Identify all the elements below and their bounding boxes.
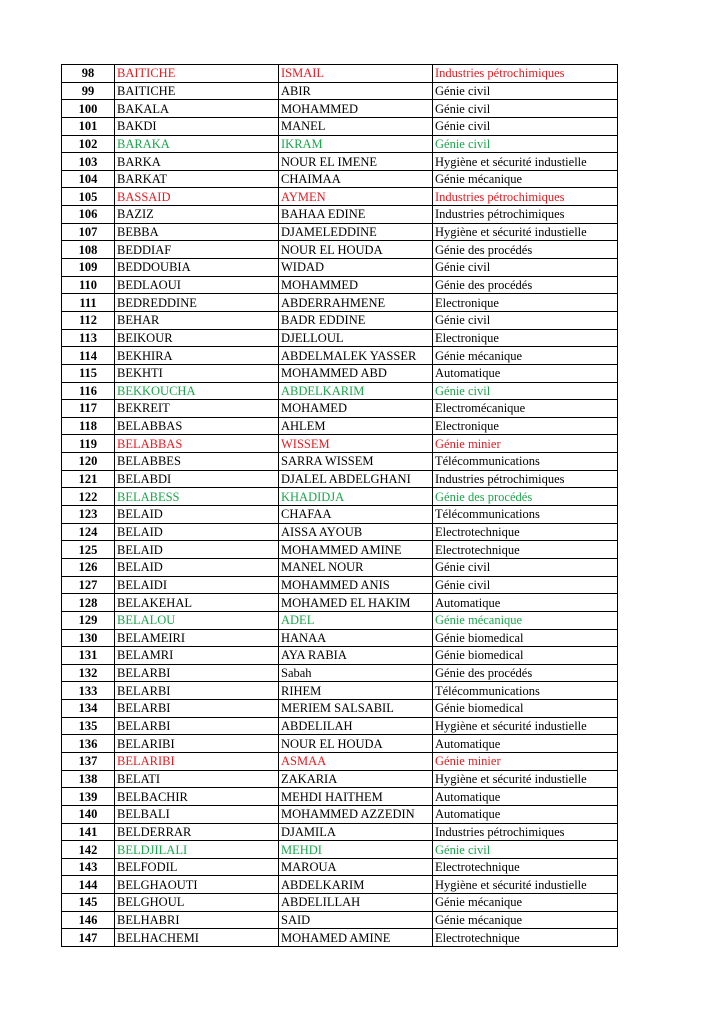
row-number-cell: 109 [62,259,115,277]
table-row [62,770,618,788]
row-number-cell: 135 [62,717,115,735]
first-name-cell: MANEL NOUR [279,558,433,576]
field-of-study-cell: Automatique [433,735,618,753]
table-row [62,752,618,770]
field-of-study-cell: Industries pétrochimiques [433,823,618,841]
table-row [62,717,618,735]
row-number-cell: 144 [62,876,115,894]
field-of-study-cell: Electrotechnique [433,929,618,947]
last-name-cell: BELAKEHAL [115,594,279,612]
last-name-cell: BEIKOUR [115,329,279,347]
row-number-cell: 140 [62,805,115,823]
table-row [62,805,618,823]
table-row [62,823,618,841]
table-row [62,523,618,541]
last-name-cell: BAITICHE [115,65,279,83]
field-of-study-cell: Hygiène et sécurité industielle [433,153,618,171]
first-name-cell: MOHAMMED [279,100,433,118]
first-name-cell: ABDELMALEK YASSER [279,347,433,365]
first-name-cell: MAROUA [279,858,433,876]
row-number-cell: 107 [62,223,115,241]
first-name-cell: ABDELILLAH [279,894,433,912]
field-of-study-cell: Industries pétrochimiques [433,206,618,224]
table-row [62,558,618,576]
field-of-study-cell: Génie civil [433,259,618,277]
table-row [62,700,618,718]
first-name-cell: AYMEN [279,188,433,206]
table-row [62,276,618,294]
row-number-cell: 117 [62,400,115,418]
last-name-cell: BELGHAOUTI [115,876,279,894]
field-of-study-cell: Génie mécanique [433,911,618,929]
last-name-cell: BELABESS [115,488,279,506]
row-number-cell: 145 [62,894,115,912]
row-number-cell: 146 [62,911,115,929]
first-name-cell: RIHEM [279,682,433,700]
row-number-cell: 137 [62,752,115,770]
last-name-cell: BEHAR [115,311,279,329]
table-row [62,206,618,224]
first-name-cell: MOHAMMED ABD [279,364,433,382]
table-row [62,682,618,700]
first-name-cell: ZAKARIA [279,770,433,788]
last-name-cell: BELARBI [115,682,279,700]
last-name-cell: BELAMEIRI [115,629,279,647]
row-number-cell: 115 [62,364,115,382]
row-number-cell: 99 [62,82,115,100]
field-of-study-cell: Electrotechnique [433,523,618,541]
first-name-cell: MOHAMMED [279,276,433,294]
last-name-cell: BEKHTI [115,364,279,382]
row-number-cell: 142 [62,841,115,859]
field-of-study-cell: Génie civil [433,576,618,594]
first-name-cell: MANEL [279,117,433,135]
last-name-cell: BEDDOUBIA [115,259,279,277]
last-name-cell: BARAKA [115,135,279,153]
first-name-cell: MOHAMMED AMINE [279,541,433,559]
field-of-study-cell: Génie mécanique [433,894,618,912]
last-name-cell: BELAIDI [115,576,279,594]
last-name-cell: BELARIBI [115,735,279,753]
row-number-cell: 111 [62,294,115,312]
row-number-cell: 110 [62,276,115,294]
table-row [62,894,618,912]
first-name-cell: MOHAMMED ANIS [279,576,433,594]
row-number-cell: 121 [62,470,115,488]
first-name-cell: SARRA WISSEM [279,453,433,471]
row-number-cell: 119 [62,435,115,453]
last-name-cell: BELARBI [115,717,279,735]
first-name-cell: IKRAM [279,135,433,153]
field-of-study-cell: Génie mécanique [433,170,618,188]
first-name-cell: CHAFAA [279,506,433,524]
first-name-cell: DJALEL ABDELGHANI [279,470,433,488]
field-of-study-cell: Electronique [433,294,618,312]
first-name-cell: BAHAA EDINE [279,206,433,224]
field-of-study-cell: Génie minier [433,752,618,770]
last-name-cell: BEDDIAF [115,241,279,259]
row-number-cell: 134 [62,700,115,718]
table-row [62,735,618,753]
field-of-study-cell: Electronique [433,329,618,347]
table-row [62,329,618,347]
row-number-cell: 132 [62,664,115,682]
row-number-cell: 138 [62,770,115,788]
table-row [62,453,618,471]
field-of-study-cell: Génie civil [433,117,618,135]
last-name-cell: BELABBES [115,453,279,471]
last-name-cell: BARKAT [115,170,279,188]
row-number-cell: 147 [62,929,115,947]
table-row [62,876,618,894]
last-name-cell: BELATI [115,770,279,788]
first-name-cell: NOUR EL IMENE [279,153,433,171]
last-name-cell: BELARBI [115,700,279,718]
row-number-cell: 133 [62,682,115,700]
table-row [62,664,618,682]
row-number-cell: 141 [62,823,115,841]
table-row [62,417,618,435]
field-of-study-cell: Télécommunications [433,453,618,471]
field-of-study-cell: Génie des procédés [433,241,618,259]
table-row [62,117,618,135]
row-number-cell: 116 [62,382,115,400]
last-name-cell: BELAID [115,541,279,559]
field-of-study-cell: Télécommunications [433,682,618,700]
field-of-study-cell: Génie biomedical [433,647,618,665]
field-of-study-cell: Génie des procédés [433,664,618,682]
first-name-cell: AISSA AYOUB [279,523,433,541]
row-number-cell: 129 [62,611,115,629]
row-number-cell: 124 [62,523,115,541]
field-of-study-cell: Génie civil [433,382,618,400]
first-name-cell: DJAMELEDDINE [279,223,433,241]
row-number-cell: 106 [62,206,115,224]
first-name-cell: Sabah [279,664,433,682]
first-name-cell: CHAIMAA [279,170,433,188]
field-of-study-cell: Industries pétrochimiques [433,65,618,83]
field-of-study-cell: Electrotechnique [433,858,618,876]
field-of-study-cell: Hygiène et sécurité industielle [433,223,618,241]
first-name-cell: BADR EDDINE [279,311,433,329]
table-row [62,294,618,312]
row-number-cell: 120 [62,453,115,471]
field-of-study-cell: Automatique [433,788,618,806]
field-of-study-cell: Génie biomedical [433,700,618,718]
table-row [62,170,618,188]
first-name-cell: KHADIDJA [279,488,433,506]
first-name-cell: WIDAD [279,259,433,277]
last-name-cell: BELALOU [115,611,279,629]
student-list-table [61,64,618,947]
row-number-cell: 98 [62,65,115,83]
table-row [62,100,618,118]
field-of-study-cell: Automatique [433,805,618,823]
field-of-study-cell: Télécommunications [433,506,618,524]
last-name-cell: BELDERRAR [115,823,279,841]
row-number-cell: 113 [62,329,115,347]
row-number-cell: 131 [62,647,115,665]
table-row [62,311,618,329]
field-of-study-cell: Génie minier [433,435,618,453]
table-row [62,470,618,488]
field-of-study-cell: Génie mécanique [433,347,618,365]
row-number-cell: 126 [62,558,115,576]
field-of-study-cell: Génie civil [433,841,618,859]
row-number-cell: 103 [62,153,115,171]
last-name-cell: BELBACHIR [115,788,279,806]
row-number-cell: 122 [62,488,115,506]
first-name-cell: MERIEM SALSABIL [279,700,433,718]
last-name-cell: BEKHIRA [115,347,279,365]
field-of-study-cell: Génie des procédés [433,276,618,294]
table-row [62,629,618,647]
first-name-cell: ADEL [279,611,433,629]
first-name-cell: MOHAMED [279,400,433,418]
field-of-study-cell: Electronique [433,417,618,435]
table-row [62,65,618,83]
first-name-cell: ISMAIL [279,65,433,83]
row-number-cell: 130 [62,629,115,647]
first-name-cell: MOHAMED AMINE [279,929,433,947]
table-row [62,135,618,153]
table-row [62,435,618,453]
table-row [62,788,618,806]
field-of-study-cell: Génie mécanique [433,611,618,629]
first-name-cell: MOHAMMED AZZEDIN [279,805,433,823]
field-of-study-cell: Génie civil [433,558,618,576]
last-name-cell: BAITICHE [115,82,279,100]
last-name-cell: BELAID [115,506,279,524]
last-name-cell: BEKREIT [115,400,279,418]
table-row [62,259,618,277]
first-name-cell: DJELLOUL [279,329,433,347]
table-row [62,364,618,382]
first-name-cell: DJAMILA [279,823,433,841]
row-number-cell: 118 [62,417,115,435]
field-of-study-cell: Hygiène et sécurité industielle [433,876,618,894]
row-number-cell: 104 [62,170,115,188]
table-row [62,382,618,400]
first-name-cell: MEHDI HAITHEM [279,788,433,806]
row-number-cell: 105 [62,188,115,206]
last-name-cell: BELARIBI [115,752,279,770]
table-row [62,223,618,241]
first-name-cell: ABIR [279,82,433,100]
field-of-study-cell: Industries pétrochimiques [433,188,618,206]
field-of-study-cell: Génie civil [433,311,618,329]
table-row [62,911,618,929]
first-name-cell: AHLEM [279,417,433,435]
table-row [62,347,618,365]
last-name-cell: BELARBI [115,664,279,682]
last-name-cell: BELAID [115,523,279,541]
first-name-cell: NOUR EL HOUDA [279,735,433,753]
last-name-cell: BELFODIL [115,858,279,876]
table-row [62,858,618,876]
row-number-cell: 100 [62,100,115,118]
field-of-study-cell: Génie biomedical [433,629,618,647]
last-name-cell: BELDJILALI [115,841,279,859]
first-name-cell: ABDELILAH [279,717,433,735]
first-name-cell: HANAA [279,629,433,647]
first-name-cell: ABDELKARIM [279,382,433,400]
table-row [62,488,618,506]
field-of-study-cell: Génie civil [433,82,618,100]
table-row [62,82,618,100]
table-row [62,506,618,524]
last-name-cell: BASSAID [115,188,279,206]
first-name-cell: SAID [279,911,433,929]
last-name-cell: BAKALA [115,100,279,118]
row-number-cell: 102 [62,135,115,153]
row-number-cell: 127 [62,576,115,594]
row-number-cell: 128 [62,594,115,612]
first-name-cell: MOHAMED EL HAKIM [279,594,433,612]
table-row [62,594,618,612]
last-name-cell: BEKKOUCHA [115,382,279,400]
last-name-cell: BELABBAS [115,435,279,453]
row-number-cell: 101 [62,117,115,135]
field-of-study-cell: Génie civil [433,135,618,153]
last-name-cell: BELHABRI [115,911,279,929]
row-number-cell: 139 [62,788,115,806]
table-row [62,929,618,947]
last-name-cell: BELGHOUL [115,894,279,912]
row-number-cell: 123 [62,506,115,524]
row-number-cell: 114 [62,347,115,365]
first-name-cell: WISSEM [279,435,433,453]
last-name-cell: BELAID [115,558,279,576]
last-name-cell: BARKA [115,153,279,171]
last-name-cell: BAZIZ [115,206,279,224]
first-name-cell: ABDELKARIM [279,876,433,894]
table-row [62,576,618,594]
last-name-cell: BEDREDDINE [115,294,279,312]
row-number-cell: 136 [62,735,115,753]
first-name-cell: ABDERRAHMENE [279,294,433,312]
row-number-cell: 108 [62,241,115,259]
last-name-cell: BELBALI [115,805,279,823]
field-of-study-cell: Génie des procédés [433,488,618,506]
field-of-study-cell: Génie civil [433,100,618,118]
table-row [62,400,618,418]
last-name-cell: BEDLAOUI [115,276,279,294]
first-name-cell: NOUR EL HOUDA [279,241,433,259]
field-of-study-cell: Hygiène et sécurité industielle [433,717,618,735]
table-row [62,841,618,859]
row-number-cell: 112 [62,311,115,329]
field-of-study-cell: Electromécanique [433,400,618,418]
field-of-study-cell: Electrotechnique [433,541,618,559]
last-name-cell: BELABBAS [115,417,279,435]
row-number-cell: 125 [62,541,115,559]
last-name-cell: BELHACHEMI [115,929,279,947]
last-name-cell: BELAMRI [115,647,279,665]
first-name-cell: ASMAA [279,752,433,770]
last-name-cell: BELABDI [115,470,279,488]
table-row [62,541,618,559]
field-of-study-cell: Automatique [433,594,618,612]
table-row [62,153,618,171]
table-row [62,188,618,206]
last-name-cell: BAKDI [115,117,279,135]
first-name-cell: MEHDI [279,841,433,859]
row-number-cell: 143 [62,858,115,876]
table-row [62,647,618,665]
table-row [62,241,618,259]
field-of-study-cell: Industries pétrochimiques [433,470,618,488]
student-list-body [62,65,618,947]
last-name-cell: BEBBA [115,223,279,241]
first-name-cell: AYA RABIA [279,647,433,665]
field-of-study-cell: Hygiène et sécurité industielle [433,770,618,788]
table-row [62,611,618,629]
field-of-study-cell: Automatique [433,364,618,382]
